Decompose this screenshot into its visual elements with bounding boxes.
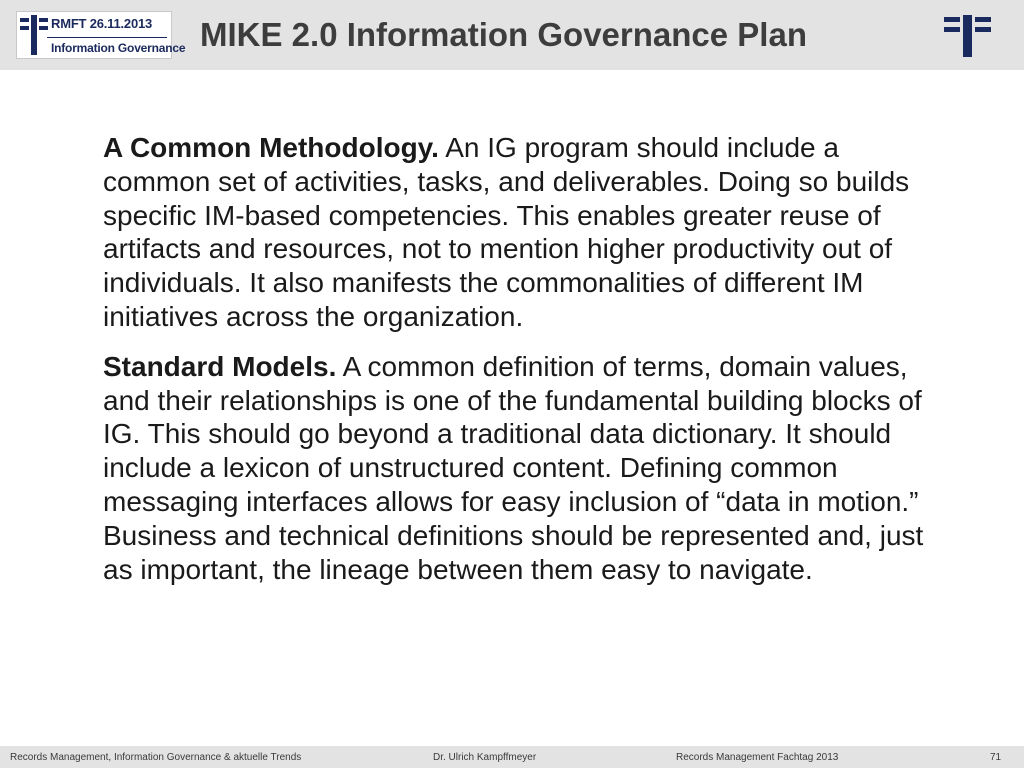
paragraph-text: An IG program should include a common set of activities, tasks, and deliverables. Doing so builds specific IM-based competencies. This enables greater reuse of artifacts and resources, not to mention higher productivity out of individuals. It also manifests the commonalities of different IM initiatives across the organization. <box>103 132 910 332</box>
footer-presentation-title: Records Management, Information Governance & aktuelle Trends <box>10 752 302 763</box>
badge-date-text: RMFT 26.11.2013 <box>51 16 153 31</box>
page-number: 71 <box>990 752 1002 763</box>
event-badge <box>16 11 186 59</box>
footer-author: Dr. Ulrich Kampffmeyer <box>433 752 537 763</box>
footer-event: Records Management Fachtag 2013 <box>676 752 839 763</box>
pfp-logo-icon <box>20 15 48 55</box>
paragraph-common-methodology <box>103 131 943 334</box>
badge-topic-text: Information Governance <box>51 41 186 55</box>
paragraph-heading: A Common Methodology. <box>103 132 439 163</box>
pfp-logo-icon <box>944 15 992 57</box>
slide-header <box>0 0 1024 70</box>
paragraph-standard-models <box>103 350 943 587</box>
slide-footer <box>0 746 1024 768</box>
slide-body <box>103 131 943 602</box>
paragraph-heading: Standard Models. <box>103 350 337 382</box>
paragraph-text: A common definition of terms, domain values, and their relationships is one of the fundamental building blocks of IG. This should go beyond a traditional data dictionary. It should include a lexicon of unstructured content. Defining common messaging interfaces allows for easy inclusion of “data in motion.” Business and technical definitions should be represented and, just as important, the lineage between them easy to navigate. <box>103 350 924 585</box>
slide-title: MIKE 2.0 Information Governance Plan <box>200 16 807 53</box>
